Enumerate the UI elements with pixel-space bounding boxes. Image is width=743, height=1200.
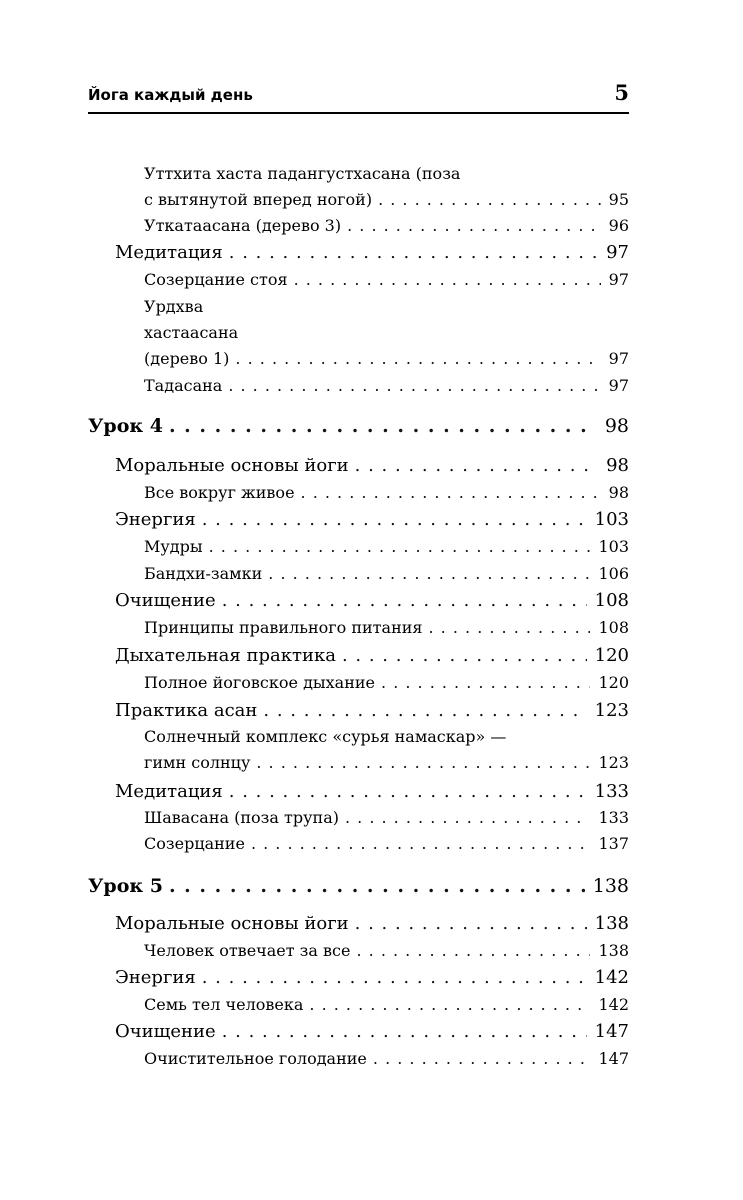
toc-entry-page: 120 — [598, 673, 629, 692]
toc-entry-title: Очистительное голодание — [144, 1049, 367, 1068]
toc-entry[interactable] — [144, 537, 629, 556]
dot-leader — [202, 509, 587, 530]
toc-section[interactable] — [115, 242, 629, 263]
toc-entry-title: с вытянутой вперед ногой) — [144, 190, 373, 209]
toc-entry-title-line: Урдхва — [144, 297, 204, 316]
toc-entry[interactable] — [144, 834, 629, 853]
toc-entry-title: Созерцание стоя — [144, 270, 288, 289]
toc-entry-page: 103 — [598, 537, 629, 556]
toc-section-page: 97 — [606, 242, 629, 263]
toc-lesson-page: 138 — [592, 875, 629, 897]
toc-section-page: 123 — [594, 700, 629, 721]
toc-section-page: 98 — [606, 455, 629, 476]
toc-entry-title: Созерцание — [144, 834, 245, 853]
toc-entry-title: Тадасана — [144, 376, 223, 395]
dot-leader — [263, 700, 586, 721]
toc-entry[interactable] — [144, 349, 629, 368]
toc-entry-page: 97 — [608, 270, 629, 289]
running-title: Йога каждый день — [88, 86, 253, 104]
toc-lesson-4[interactable] — [88, 415, 629, 437]
toc-section-page: 147 — [594, 1021, 629, 1042]
toc-section-title: Практика асан — [115, 700, 258, 721]
page-number: 5 — [614, 80, 629, 105]
toc-section-page: 133 — [594, 781, 629, 802]
toc-entry[interactable] — [144, 216, 629, 235]
toc-lesson-5[interactable] — [88, 875, 629, 897]
dot-leader — [309, 995, 590, 1014]
dot-leader — [355, 913, 587, 934]
dot-leader — [209, 537, 591, 556]
dot-leader — [342, 645, 587, 666]
toc-section-title: Очищение — [115, 1021, 216, 1042]
toc-section-page: 108 — [594, 590, 629, 611]
toc-entry-page: 123 — [598, 753, 629, 772]
toc-entry[interactable] — [144, 808, 629, 827]
dot-leader — [268, 564, 590, 583]
toc-entry-page: 95 — [608, 190, 629, 209]
toc-section[interactable] — [115, 645, 629, 666]
toc-entry-title: Шавасана (поза трупа) — [144, 808, 339, 827]
dot-leader — [229, 242, 598, 263]
dot-leader — [356, 941, 590, 960]
toc-entry-title: Бандхи-замки — [144, 564, 263, 583]
toc-entry-page: 96 — [608, 216, 629, 235]
toc-entry[interactable] — [144, 753, 629, 772]
toc-entry-title: Все вокруг живое — [144, 483, 295, 502]
dot-leader — [378, 190, 601, 209]
dot-leader — [347, 216, 601, 235]
toc-entry-page: 97 — [608, 376, 629, 395]
toc-entry-page: 133 — [598, 808, 629, 827]
toc-section-title: Моральные основы йоги — [115, 913, 349, 934]
toc-entry-title: гимн солнцу — [144, 753, 251, 772]
toc-entry-title: Принципы правильного питания — [144, 618, 423, 637]
toc-entry-title: Семь тел человека — [144, 995, 304, 1014]
toc-section[interactable] — [115, 509, 629, 530]
toc-entry-title-line: хастаасана — [144, 323, 239, 342]
toc-entry[interactable] — [144, 483, 629, 502]
toc-section-page: 103 — [594, 509, 629, 530]
dot-leader — [256, 753, 590, 772]
dot-leader — [381, 673, 590, 692]
toc-section[interactable] — [115, 590, 629, 611]
toc-section-title: Медитация — [115, 781, 223, 802]
toc-entry-title: Полное йоговское дыхание — [144, 673, 376, 692]
toc-entry[interactable] — [144, 1049, 629, 1068]
toc-section-title: Моральные основы йоги — [115, 455, 349, 476]
toc-lesson-page: 98 — [604, 415, 629, 437]
dot-leader — [222, 590, 587, 611]
dot-leader — [345, 808, 590, 827]
toc-entry-page: 98 — [608, 483, 629, 502]
dot-leader — [222, 1021, 587, 1042]
toc-entry-title: (дерево 1) — [144, 349, 230, 368]
toc-section[interactable] — [115, 781, 629, 802]
toc-section-title: Энергия — [115, 509, 196, 530]
toc-lesson-title: Урок 5 — [88, 875, 163, 897]
dot-leader — [202, 967, 587, 988]
toc-entry[interactable] — [144, 995, 629, 1014]
toc-entry[interactable] — [144, 270, 629, 289]
toc-section[interactable] — [115, 700, 629, 721]
toc-entry[interactable] — [144, 564, 629, 583]
toc-entry-page: 138 — [598, 941, 629, 960]
dot-leader — [235, 349, 600, 368]
toc-entry-page: 142 — [598, 995, 629, 1014]
toc-entry[interactable] — [144, 376, 629, 395]
dot-leader — [294, 270, 601, 289]
toc-entry-page: 137 — [598, 834, 629, 853]
dot-leader — [355, 455, 598, 476]
toc-section-title: Очищение — [115, 590, 216, 611]
toc-section-page: 138 — [594, 913, 629, 934]
toc-entry-page: 147 — [598, 1049, 629, 1068]
dot-leader — [301, 483, 601, 502]
toc-section-title: Дыхательная практика — [115, 645, 336, 666]
toc-section[interactable] — [115, 967, 629, 988]
toc-section[interactable] — [115, 913, 629, 934]
toc-lesson-title: Урок 4 — [88, 415, 163, 437]
dot-leader — [373, 1049, 591, 1068]
dot-leader — [429, 618, 591, 637]
toc-entry[interactable] — [144, 618, 629, 637]
dot-leader — [251, 834, 591, 853]
toc-entry[interactable] — [144, 190, 629, 209]
toc-section[interactable] — [115, 1021, 629, 1042]
toc-section[interactable] — [115, 455, 629, 476]
dot-leader — [169, 415, 597, 437]
toc-entry-title: Мудры — [144, 537, 203, 556]
toc-entry-title-line: Уттхита хаста падангустхасана (поза — [144, 164, 461, 183]
toc-section-title: Энергия — [115, 967, 196, 988]
toc-entry-title: Уткатаасана (дерево 3) — [144, 216, 342, 235]
toc-entry[interactable] — [144, 673, 629, 692]
toc-entry-page: 106 — [598, 564, 629, 583]
toc-entry-page: 108 — [598, 618, 629, 637]
dot-leader — [228, 376, 600, 395]
toc-entry-page: 97 — [608, 349, 629, 368]
toc-section-page: 120 — [594, 645, 629, 666]
toc-entry[interactable] — [144, 941, 629, 960]
toc-section-title: Медитация — [115, 242, 223, 263]
dot-leader — [229, 781, 587, 802]
toc-entry-title: Человек отвечает за все — [144, 941, 351, 960]
toc-section-page: 142 — [594, 967, 629, 988]
dot-leader — [169, 875, 585, 897]
toc-entry-title-line: Солнечный комплекс «сурья намаскар» — — [144, 727, 507, 746]
